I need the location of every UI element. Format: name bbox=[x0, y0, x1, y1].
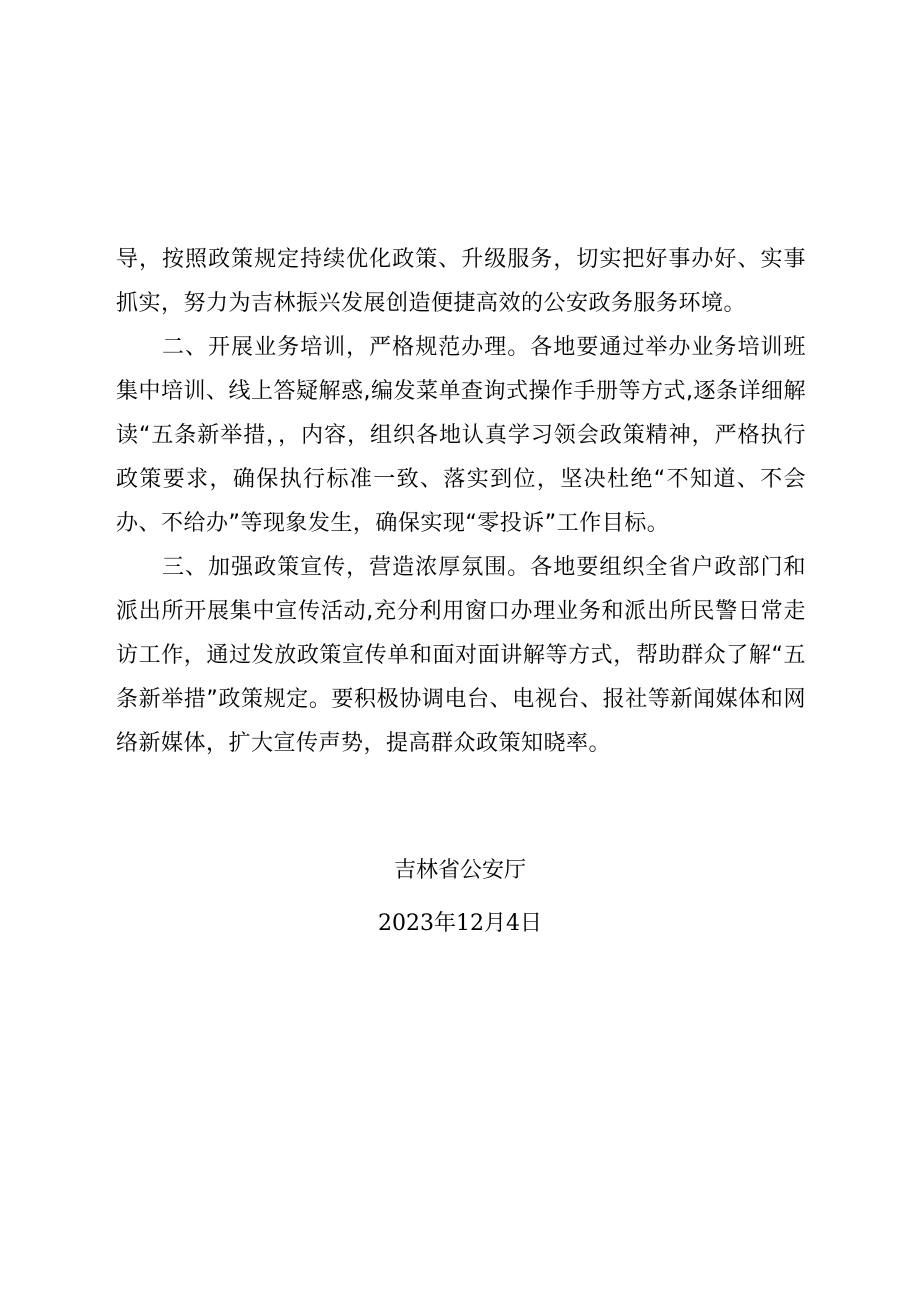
document-body bbox=[116, 238, 806, 766]
paragraph-business-training: 二、开展业务培训，严格规范办理。各地要通过举办业务培训班集中培训、线上答疑解惑,编发菜单查询式操作手册等方式,逐条详细解读“五条新举措，，内容，组织各地认真学习领会政策精神，严格执行政策要求，确保执行标准一致、落实到位，坚决杜绝“不知道、不会办、不给办”等现象发生，确保实现“零投诉”工作目标。 bbox=[116, 335, 806, 536]
signature-organization: 吉林省公安厅 bbox=[393, 858, 526, 883]
signature-date: 2023年12月4日 bbox=[378, 911, 542, 936]
paragraph-policy-publicity: 三、加强政策宣传，营造浓厚氛围。各地要组织全省户政部门和派出所开展集中宣传活动,充分利用窗口办理业务和派出所民警日常走访工作，通过发放政策宣传单和面对面讲解等方式，帮助群众了解“五条新举措”政策规定。要积极协调电台、电视台、报社等新闻媒体和网络新媒体，扩大宣传声势，提高群众政策知晓率。 bbox=[116, 555, 806, 756]
paragraph-continuation: 导，按照政策规定持续优化政策、升级服务，切实把好事办好、实事抓实，努力为吉林振兴发展创造便捷高效的公安政务服务环境。 bbox=[116, 247, 806, 316]
